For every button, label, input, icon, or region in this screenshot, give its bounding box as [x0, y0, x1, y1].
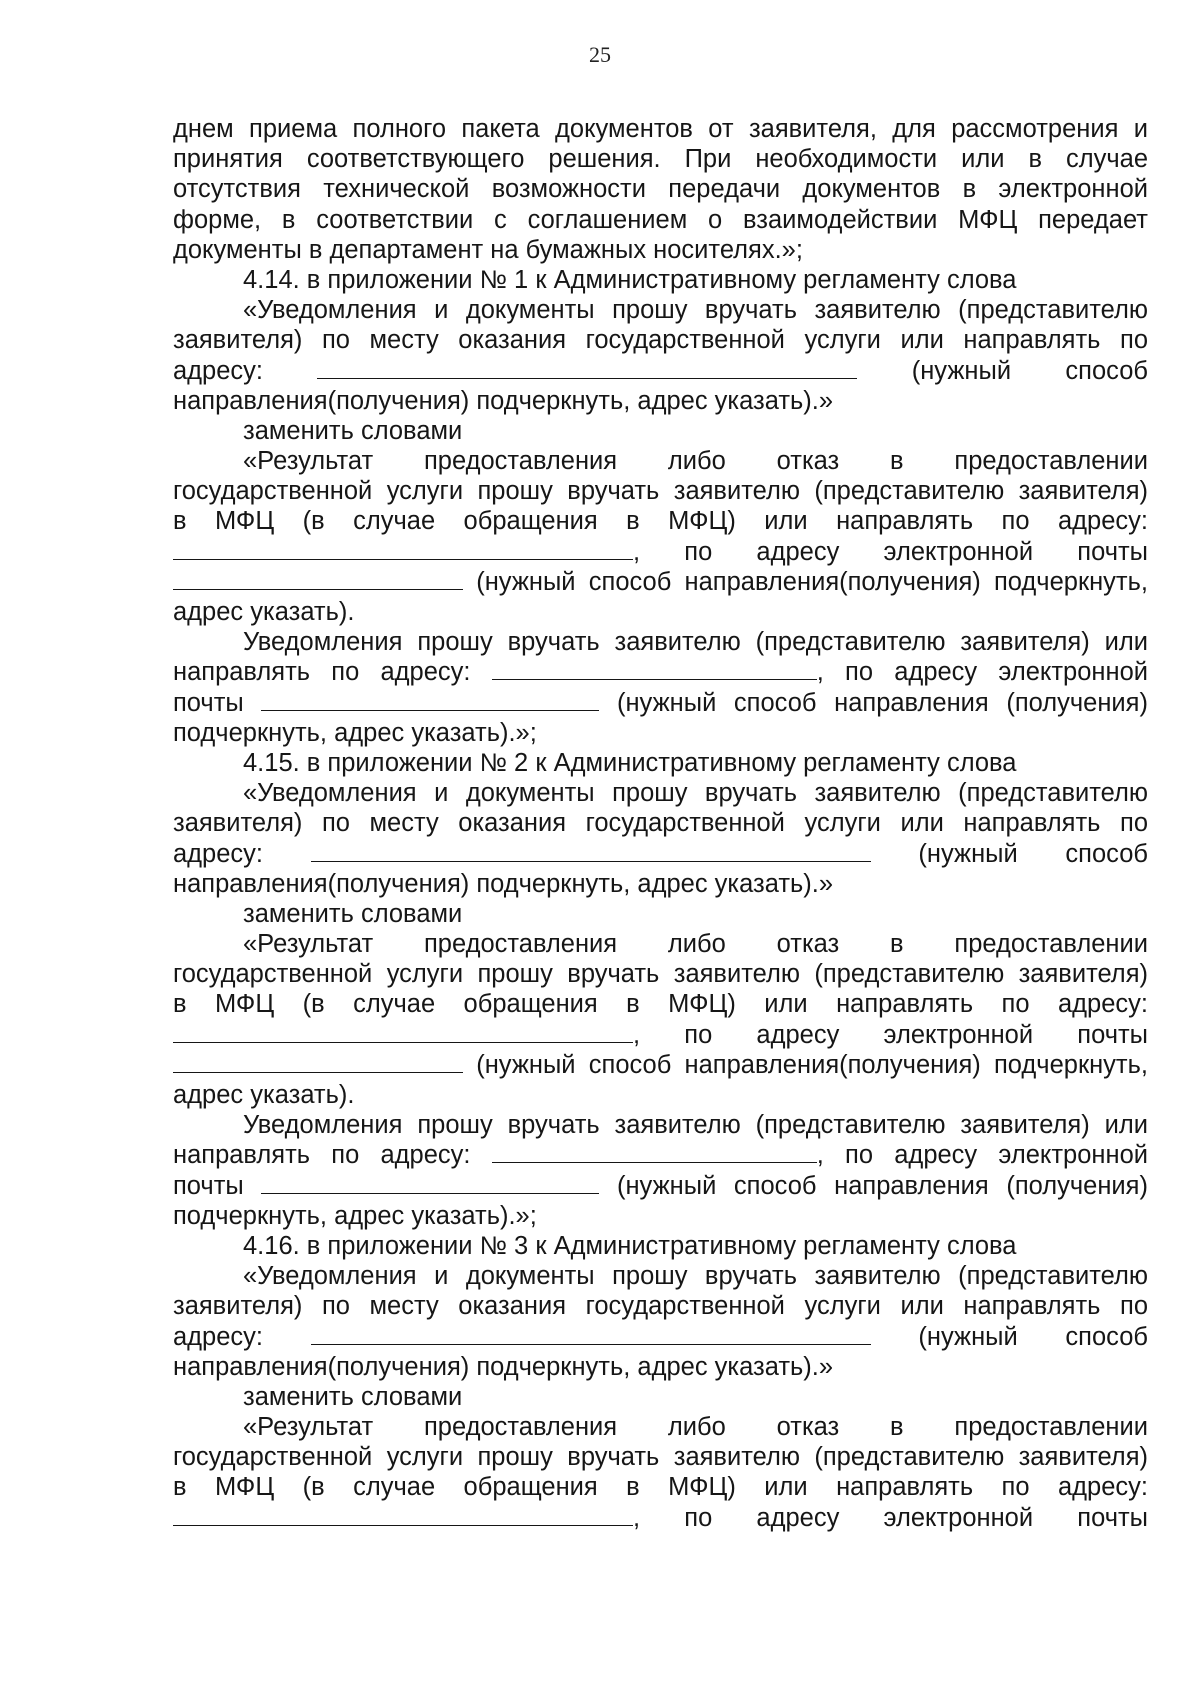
- text-line: заявителя) по месту оказания государственной услуги или направлять по: [173, 1292, 1148, 1321]
- text-line: Уведомления прошу вручать заявителю (представителю заявителя) или: [243, 1111, 1148, 1140]
- text-line: документы в департамент на бумажных носителях.»;: [173, 235, 803, 264]
- text-line: принятия соответствующего решения. При необходимости или в случае: [173, 145, 1148, 174]
- text-line-with-blank: [173, 1503, 1148, 1533]
- email-label: почты: [173, 1171, 244, 1200]
- text-line: «Результат предоставления либо отказ в предоставлении: [243, 930, 1148, 959]
- text-line: направления(получения) подчеркнуть, адрес указать).»: [173, 869, 834, 898]
- address-label: направлять по адресу:: [173, 1141, 471, 1170]
- email-note: , по адресу электронной: [816, 658, 1148, 687]
- text-line: в МФЦ (в случае обращения в МФЦ) или направлять по адресу:: [173, 507, 1148, 536]
- text-line-with-blank: [173, 688, 1148, 718]
- email-label: почты: [173, 688, 244, 717]
- text-line: Уведомления прошу вручать заявителю (представителю заявителя) или: [243, 628, 1148, 657]
- address-blank: [173, 1020, 633, 1043]
- address-blank: [492, 1140, 817, 1163]
- section-heading-4-14: 4.14. в приложении № 1 к Административному регламенту слова: [243, 265, 1017, 294]
- text-line-with-blank: [173, 537, 1148, 567]
- method-note: (нужный способ: [918, 839, 1148, 868]
- text-line: государственной услуги прошу вручать заявителю (представителю заявителя): [173, 1443, 1148, 1472]
- method-note: (нужный способ направления (получения): [616, 1171, 1148, 1200]
- text-line: «Уведомления и документы прошу вручать заявителю (представителю: [243, 1262, 1148, 1291]
- text-line: адрес указать).: [173, 598, 355, 626]
- page-number: 25: [589, 42, 611, 67]
- text-line: днем приема полного пакета документов от заявителя, для рассмотрения и: [173, 115, 1148, 143]
- text-line: государственной услуги прошу вручать заявителю (представителю заявителя): [173, 960, 1148, 989]
- text-line-with-blank: [173, 567, 1148, 597]
- address-blank: [173, 537, 633, 560]
- text-line: государственной услуги прошу вручать заявителю (представителю заявителя): [173, 477, 1148, 506]
- text-line: в МФЦ (в случае обращения в МФЦ) или направлять по адресу:: [173, 1473, 1148, 1502]
- text-line: адрес указать).: [173, 1081, 355, 1109]
- text-line: «Результат предоставления либо отказ в предоставлении: [243, 447, 1148, 476]
- text-line: в МФЦ (в случае обращения в МФЦ) или направлять по адресу:: [173, 990, 1148, 1019]
- address-blank: [311, 1322, 871, 1345]
- text-line: подчеркнуть, адрес указать).»;: [173, 718, 537, 747]
- email-note: , по адресу электронной: [816, 1141, 1148, 1170]
- text-line-with-blank: [173, 1322, 1148, 1352]
- document-body: [173, 114, 1148, 1533]
- email-blank: [173, 567, 463, 590]
- address-label: адресу:: [173, 839, 264, 868]
- text-line: заявителя) по месту оказания государственной услуги или направлять по: [173, 326, 1148, 355]
- method-note: (нужный способ направления(получения) подчеркнуть,: [476, 1050, 1148, 1079]
- method-note: (нужный способ направления (получения): [616, 688, 1148, 717]
- text-line-with-blank: [173, 356, 1148, 386]
- text-line: заменить словами: [243, 899, 463, 928]
- text-line-with-blank: [173, 839, 1148, 869]
- text-line: подчеркнуть, адрес указать).»;: [173, 1201, 537, 1230]
- address-blank: [173, 1503, 633, 1526]
- email-note: , по адресу электронной почты: [633, 1503, 1148, 1532]
- address-blank: [317, 356, 857, 379]
- email-blank: [261, 688, 599, 711]
- text-line: «Уведомления и документы прошу вручать заявителю (представителю: [243, 779, 1148, 808]
- address-blank: [492, 657, 817, 680]
- address-label: адресу:: [173, 356, 264, 385]
- email-note: , по адресу электронной почты: [633, 1020, 1148, 1049]
- method-note: (нужный способ: [911, 356, 1148, 385]
- text-line: направления(получения) подчеркнуть, адрес указать).»: [173, 386, 834, 415]
- method-note: (нужный способ направления(получения) подчеркнуть,: [476, 567, 1148, 596]
- address-label: направлять по адресу:: [173, 658, 471, 687]
- email-blank: [261, 1171, 599, 1194]
- text-line-with-blank: [173, 1020, 1148, 1050]
- address-label: адресу:: [173, 1322, 264, 1351]
- address-blank: [311, 839, 871, 862]
- text-line-with-blank: [173, 1050, 1148, 1080]
- text-line: заявителя) по месту оказания государственной услуги или направлять по: [173, 809, 1148, 838]
- text-line: заменить словами: [243, 416, 463, 445]
- text-line: заменить словами: [243, 1382, 463, 1411]
- section-heading-4-15: 4.15. в приложении № 2 к Административному регламенту слова: [243, 748, 1017, 777]
- text-line: направления(получения) подчеркнуть, адрес указать).»: [173, 1352, 834, 1381]
- text-line: «Уведомления и документы прошу вручать заявителю (представителю: [243, 296, 1148, 325]
- text-line: «Результат предоставления либо отказ в предоставлении: [243, 1413, 1148, 1442]
- text-line-with-blank: [173, 657, 1148, 687]
- text-line: отсутствия технической возможности передачи документов в электронной: [173, 175, 1148, 204]
- section-heading-4-16: 4.16. в приложении № 3 к Административному регламенту слова: [243, 1231, 1017, 1260]
- email-blank: [173, 1050, 463, 1073]
- email-note: , по адресу электронной почты: [633, 537, 1148, 566]
- text-line: форме, в соответствии с соглашением о взаимодействии МФЦ передает: [173, 205, 1148, 234]
- text-line-with-blank: [173, 1140, 1148, 1170]
- method-note: (нужный способ: [918, 1322, 1148, 1351]
- text-line-with-blank: [173, 1171, 1148, 1201]
